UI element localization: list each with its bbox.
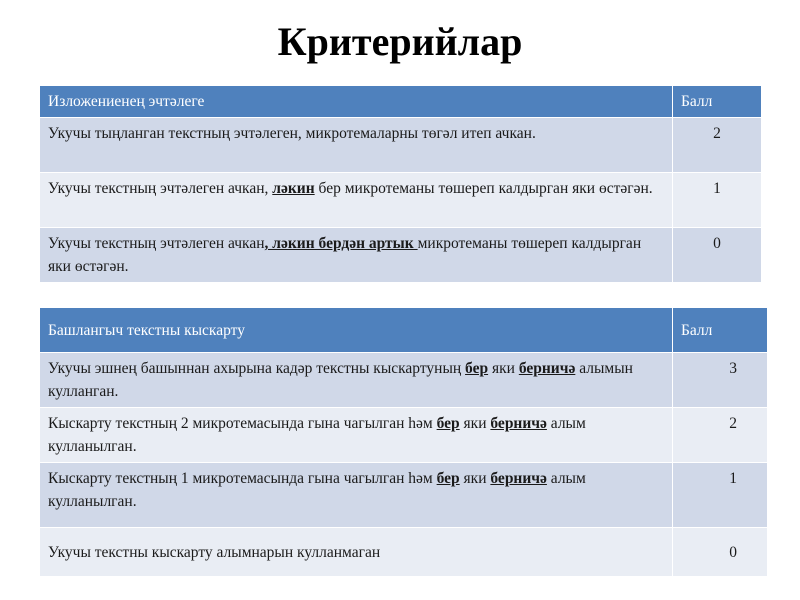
table-header bbox=[40, 308, 768, 353]
criterion-cell: Укучы тыңланган текстның эчтәлеген, микротемаларны төгәл итеп ачкан. bbox=[40, 118, 673, 173]
emphasis-text: берничә bbox=[518, 360, 576, 377]
emphasis-text: ләкин bbox=[272, 180, 315, 197]
table-row bbox=[40, 463, 768, 528]
score-cell: 1 bbox=[673, 463, 768, 528]
criterion-cell: Укучы текстны кыскарту алымнарын кулланмаган bbox=[40, 528, 673, 577]
table-header bbox=[40, 86, 762, 118]
criterion-header: Башлангыч текстны кыскарту bbox=[40, 308, 673, 353]
table-row bbox=[40, 228, 762, 283]
score-cell: 2 bbox=[673, 408, 768, 463]
emphasis-text: , ләкин бердән артык bbox=[264, 235, 418, 252]
criterion-text: Укучы эшнең башыннан ахырына кадәр текстны кыскартуның bbox=[48, 360, 466, 377]
criterion-cell bbox=[40, 353, 673, 408]
criterion-cell bbox=[40, 228, 673, 283]
criteria-table-content bbox=[39, 85, 762, 283]
criterion-cell bbox=[40, 173, 673, 228]
table-row bbox=[40, 173, 762, 228]
criterion-text: Кыскарту текстның 2 микротемасында гына чагылган һәм bbox=[48, 415, 437, 432]
criterion-text: алым кулланылган. bbox=[48, 470, 586, 510]
criterion-cell bbox=[40, 408, 673, 463]
criterion-text: яки bbox=[488, 360, 519, 377]
score-cell: 2 bbox=[673, 118, 762, 173]
criterion-text: яки bbox=[459, 415, 491, 432]
emphasis-text: бер bbox=[436, 470, 460, 487]
table-row bbox=[40, 408, 768, 463]
score-header: Балл bbox=[673, 308, 768, 353]
criteria-table-shortening bbox=[39, 307, 768, 577]
score-cell: 1 bbox=[673, 173, 762, 228]
score-header: Балл bbox=[673, 86, 762, 118]
table-row bbox=[40, 528, 768, 577]
criterion-text: бер микротеманы төшереп калдырган яки өстәгән. bbox=[314, 180, 653, 197]
emphasis-text: бер bbox=[465, 360, 489, 377]
criterion-text: яки bbox=[459, 470, 491, 487]
table-row bbox=[40, 353, 768, 408]
table-row bbox=[40, 118, 762, 173]
criterion-text: алымын кулланган. bbox=[48, 360, 633, 400]
criterion-text: Кыскарту текстның 1 микротемасында гына чагылган һәм bbox=[48, 470, 437, 487]
criterion-cell bbox=[40, 463, 673, 528]
criterion-header: Изложениенең эчтәлеге bbox=[40, 86, 673, 118]
criterion-text: Укучы текстның эчтәлеген ачкан bbox=[48, 235, 265, 252]
emphasis-text: бер bbox=[436, 415, 460, 432]
emphasis-text: берничә bbox=[490, 470, 547, 487]
criterion-text: алым кулланылган. bbox=[48, 415, 586, 455]
score-cell: 3 bbox=[673, 353, 768, 408]
score-cell: 0 bbox=[673, 528, 768, 577]
page-title: Критерийлар bbox=[277, 19, 523, 64]
score-cell: 0 bbox=[673, 228, 762, 283]
emphasis-text: берничә bbox=[490, 415, 547, 432]
criterion-text: микротеманы төшереп калдырган яки өстәгән. bbox=[48, 235, 642, 275]
criterion-text: Укучы текстның эчтәлеген ачкан, bbox=[48, 180, 273, 197]
